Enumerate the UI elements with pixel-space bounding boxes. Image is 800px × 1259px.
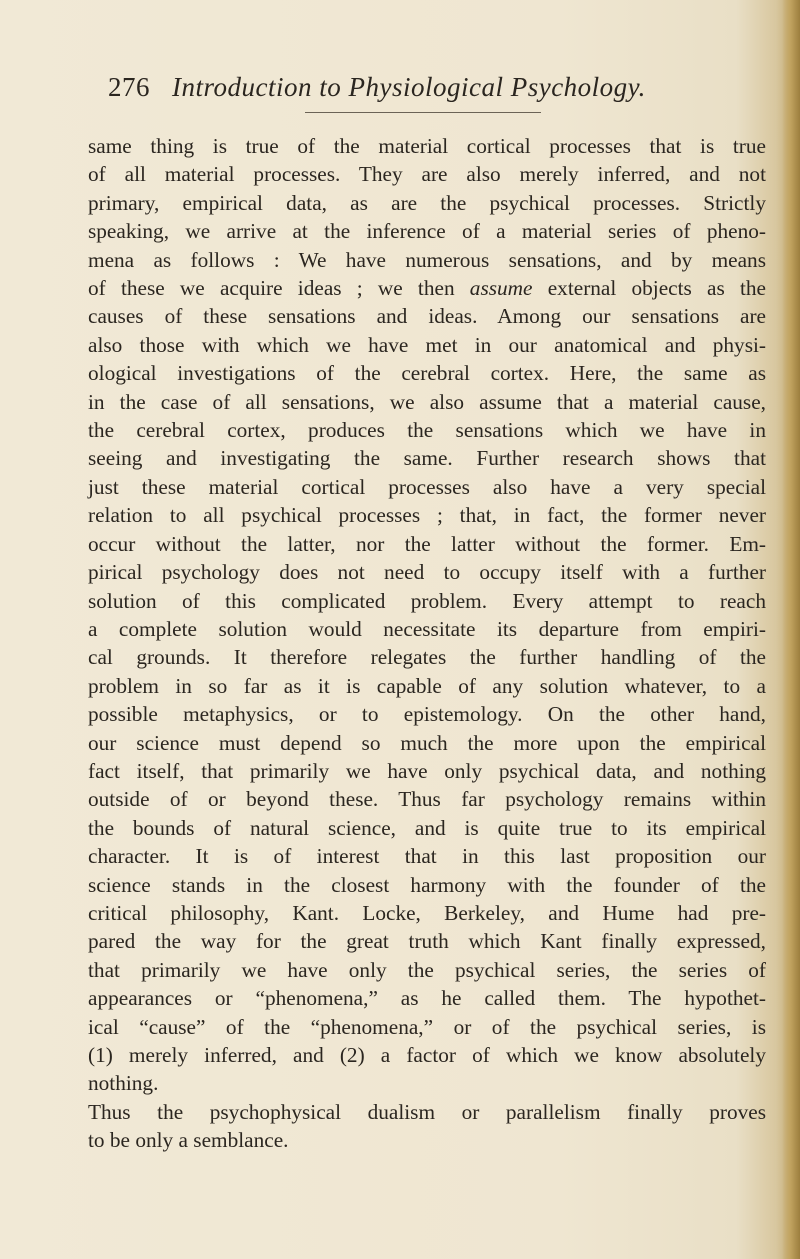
text-line: problem in so far as it is capable of any solution whatever, to a bbox=[88, 673, 766, 698]
text-line: just these material cortical processes also have a very special bbox=[88, 474, 766, 499]
text-line: our science must depend so much the more upon the empirical bbox=[88, 730, 766, 755]
text-line: relation to all psychical processes ; that, in fact, the former never bbox=[88, 503, 766, 528]
text-line: that primarily we have only the psychical series, the series of bbox=[88, 957, 766, 982]
text-line: seeing and investigating the same. Further research shows that bbox=[88, 446, 766, 471]
text-line: also those with which we have met in our anatomical and physi- bbox=[88, 332, 766, 357]
page-edge-shading bbox=[782, 0, 800, 1259]
text-segment: external objects as the bbox=[532, 276, 766, 301]
text-line bbox=[88, 274, 766, 302]
text-line: the bounds of natural science, and is quite true to its empirical bbox=[88, 815, 766, 840]
text-line: of all material processes. They are also merely inferred, and not bbox=[88, 162, 766, 187]
text-line: to be only a semblance. bbox=[88, 1128, 289, 1153]
text-line: cal grounds. It therefore relegates the further handling of the bbox=[88, 645, 766, 670]
running-header bbox=[108, 72, 728, 112]
text-line: in the case of all sensations, we also assume that a material cause, bbox=[88, 389, 766, 414]
text-line: ological investigations of the cerebral cortex. Here, the same as bbox=[88, 361, 766, 386]
text-line: the cerebral cortex, produces the sensations which we have in bbox=[88, 418, 766, 443]
text-line: ical “cause” of the “phenomena,” or of the psychical series, is bbox=[88, 1014, 766, 1039]
text-line: mena as follows : We have numerous sensations, and by means bbox=[88, 247, 766, 272]
text-line: Thus the psychophysical dualism or parallelism finally proves bbox=[88, 1099, 766, 1124]
text-line: (1) merely inferred, and (2) a factor of which we know absolutely bbox=[88, 1043, 766, 1067]
text-line: same thing is true of the material cortical processes that is true bbox=[88, 134, 766, 158]
page-number: 276 bbox=[108, 72, 150, 102]
text-line: outside of or beyond these. Thus far psychology remains within bbox=[88, 787, 766, 812]
text-line: nothing. bbox=[88, 1071, 159, 1096]
running-title: Introduction to Physiological Psychology. bbox=[172, 72, 646, 102]
text-line: pared the way for the great truth which Kant finally expressed, bbox=[88, 929, 766, 954]
text-line: possible metaphysics, or to epistemology. On the other hand, bbox=[88, 702, 766, 727]
text-line: fact itself, that primarily we have only psychical data, and nothing bbox=[88, 758, 766, 783]
text-line: pirical psychology does not need to occupy itself with a further bbox=[88, 560, 766, 585]
text-line: speaking, we arrive at the inference of a material series of pheno- bbox=[88, 219, 766, 244]
text-line: critical philosophy, Kant. Locke, Berkeley, and Hume had pre- bbox=[88, 900, 766, 925]
text-line: character. It is of interest that in this last proposition our bbox=[88, 844, 766, 869]
header-rule bbox=[305, 112, 541, 113]
text-line: occur without the latter, nor the latter without the former. Em- bbox=[88, 531, 766, 556]
body-text bbox=[88, 132, 766, 1155]
text-line: causes of these sensations and ideas. Among our sensations are bbox=[88, 304, 766, 329]
text-line: solution of this complicated problem. Every attempt to reach bbox=[88, 588, 766, 613]
text-line: appearances or “phenomena,” as he called them. The hypothet- bbox=[88, 986, 766, 1011]
text-line: science stands in the closest harmony with the founder of the bbox=[88, 872, 766, 897]
emphasis: assume bbox=[469, 276, 533, 301]
text-line: a complete solution would necessitate its departure from empiri- bbox=[88, 616, 766, 641]
text-segment: of these we acquire ideas ; we then bbox=[88, 276, 470, 301]
text-line: primary, empirical data, as are the psychical processes. Strictly bbox=[88, 190, 766, 215]
